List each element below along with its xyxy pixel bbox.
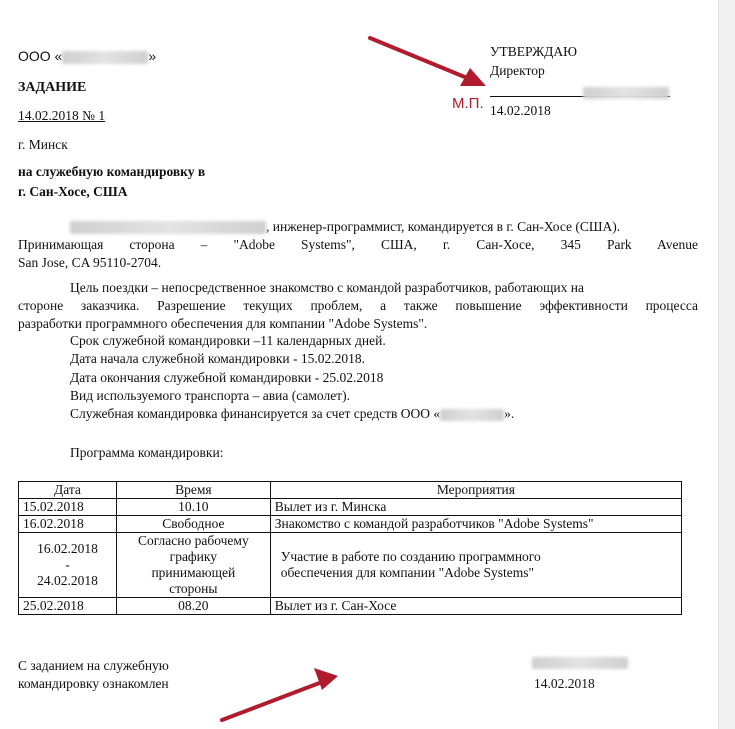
trip-duration: Срок служебной командировки –11 календарных дней. <box>70 333 386 348</box>
place: г. Минск <box>18 137 68 152</box>
cell-date-range: 16.02.2018 - 24.02.2018 <box>19 533 117 598</box>
program-table <box>18 481 682 615</box>
scrollbar-track[interactable] <box>718 0 735 729</box>
paragraph-1-line-3: San Jose, CA 95110-2704. <box>18 255 162 270</box>
paragraph-2-line-3: разработки программного обеспечения для компании "Adobe Systems". <box>18 316 428 331</box>
subject-line-1: на служебную командировку в <box>18 164 206 179</box>
stamp-mark: М.П. <box>452 95 484 112</box>
acknowledgement-date: 14.02.2018 <box>534 676 595 691</box>
program-title: Программа командировки: <box>70 445 224 460</box>
annotation-arrow-approval <box>360 28 500 98</box>
subject-line-2: г. Сан-Хосе, США <box>18 184 128 199</box>
column-header-date: Дата <box>19 482 117 499</box>
redacted-organization <box>62 51 148 64</box>
redacted-employee-signature <box>532 657 628 669</box>
cell-date: 15.02.2018 <box>19 499 117 516</box>
table-row <box>19 598 682 615</box>
approval-position: Директор <box>490 63 545 78</box>
document-type: ЗАДАНИЕ <box>18 80 87 95</box>
acknowledgement-line-1: С заданием на служебную <box>18 658 169 673</box>
approval-date: 14.02.2018 <box>490 103 551 118</box>
cell-time: 08.20 <box>116 598 270 615</box>
cell-event: Знакомство с командой разработчиков "Adobe Systems" <box>270 516 681 533</box>
funding-source: Служебная командировка финансируется за счет средств ООО « ». <box>70 406 515 421</box>
organization-name: ООО « » <box>18 48 157 64</box>
redacted-organization-2 <box>440 409 504 421</box>
paragraph-2-line-2: стороне заказчика. Разрешение текущих проблем, а также повышение эффективности процесса <box>18 298 698 313</box>
trip-start-date: Дата начала служебной командировки - 15.02.2018. <box>70 351 366 366</box>
cell-time: Свободное <box>116 516 270 533</box>
transport-type: Вид используемого транспорта – авиа (самолет). <box>70 388 350 403</box>
cell-time: 10.10 <box>116 499 270 516</box>
cell-event: Вылет из г. Сан-Хосе <box>270 598 681 615</box>
cell-date: 16.02.2018 <box>19 516 117 533</box>
cell-event: Вылет из г. Минска <box>270 499 681 516</box>
cell-date: 25.02.2018 <box>19 598 117 615</box>
acknowledgement-line-2: командировку ознакомлен <box>18 676 169 691</box>
table-row <box>19 533 682 598</box>
paragraph-1-line-2: Принимающая сторона – "Adobe Systems", США, г. Сан-Хосе, 345 Park Avenue <box>18 237 698 252</box>
redacted-director-name <box>583 87 669 99</box>
table-row <box>19 499 682 516</box>
date-number: 14.02.2018 № 1 <box>18 108 106 123</box>
table-header-row <box>19 482 682 499</box>
trip-end-date: Дата окончания служебной командировки - 25.02.2018 <box>70 370 384 385</box>
column-header-time: Время <box>116 482 270 499</box>
table-row <box>19 516 682 533</box>
redacted-employee-name <box>70 221 266 234</box>
annotation-arrow-acknowledgement <box>210 664 350 729</box>
cell-event: Участие в работе по созданию программного обеспечения для компании "Adobe Systems" <box>270 533 681 598</box>
paragraph-2-line-1: Цель поездки – непосредственное знакомство с командой разработчиков, работающих на <box>70 280 584 295</box>
paragraph-1-line-1: , инженер-программист, командируется в г. Сан-Хосе (США). <box>70 219 620 235</box>
approval-title: УТВЕРЖДАЮ <box>490 44 578 59</box>
cell-time: Согласно рабочему графику принимающей стороны <box>116 533 270 598</box>
column-header-events: Мероприятия <box>270 482 681 499</box>
